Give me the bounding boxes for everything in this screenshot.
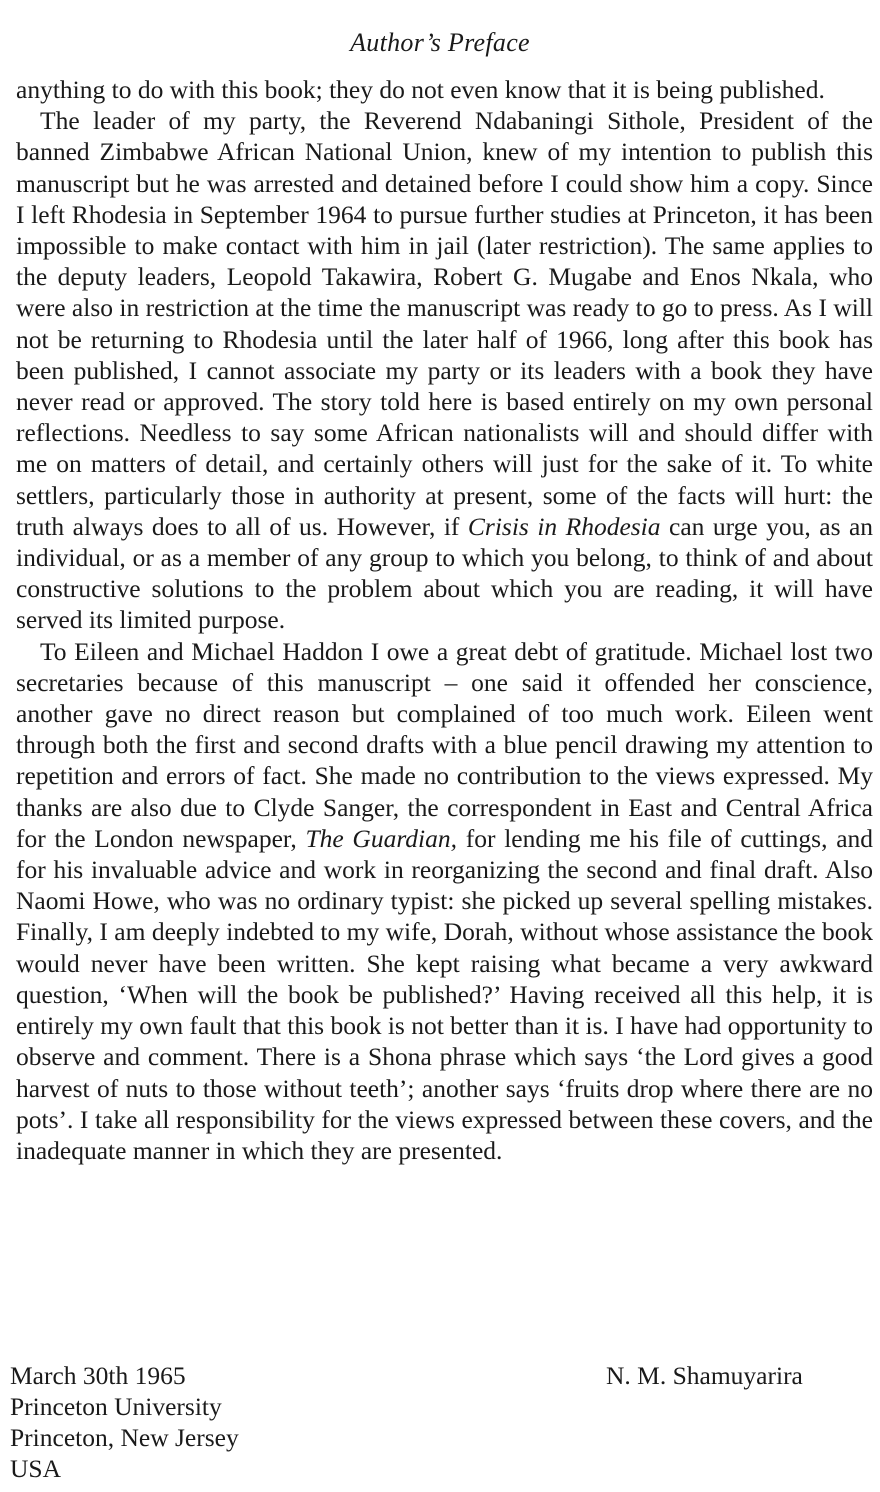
paragraph-acknowledgements [16, 636, 873, 1166]
paragraph-continuation [16, 74, 873, 105]
paragraph-2-text-a: The leader of my party, the Reverend Ndabaningi Sithole, President of the banned Zimbabwe African National Union, knew of my intention to publish this manuscript but he was arrested and detained before I could show him a copy. Since I left Rhodesia in September 1964 to pursue further studies at Princeton, it has been impossible to make contact with him in jail (later restriction). The same applies to the deputy leaders, Leopold Takawira, Robert G. Mugabe and Enos Nkala, who were also in restriction at the time the manuscript was ready to go to press. As I will not be returning to Rhodesia until the later half of 1966, long after this book has been published, I cannot associate my party or its leaders with a book they have never read or approved. The story told here is based entirely on my own personal reflections. Needless to say some African nationalists will and should differ with me on matters of detail, and certainly others will just for the sake of it. To white settlers, particularly those in authority at present, some of the facts will hurt: the truth always does to all of us. However, if [16, 106, 873, 541]
running-title: Author’s Preface [350, 28, 530, 57]
signoff-place-2: Princeton, New Jersey [10, 1423, 239, 1452]
paragraph-3-text-b: for lending me his file of cuttings, and for his invaluable advice and work in reorganizing the second and final draft. Also Naomi Howe, who was no ordinary typist: she picked up several spelling mistakes. Finally, I am deeply indebted to my wife, Dorah, without whose assistance the book would never have been written. She kept raising what became a very awkward question, ‘When will the book be published?’ Having received all this help, it is entirely my own fault that this book is not better than it is. I have had opportunity to observe and comment. There is a Shona phrase which says ‘the Lord gives a good harvest of nuts to those without teeth’; another says ‘fruits drop where there are no pots’. I take all responsibility for the views expressed between these covers, and the inadequate manner in which they are presented. [16, 823, 874, 1165]
preface-body [16, 74, 873, 1166]
author-name: N. M. Shamuyarira [606, 1361, 803, 1390]
paragraph-party-leaders [16, 105, 873, 635]
book-title: Crisis in Rhodesia [467, 511, 661, 541]
newspaper-title: The Guardian, [305, 823, 458, 853]
signoff-place-1: Princeton University [10, 1392, 222, 1421]
signoff-place-3: USA [10, 1454, 62, 1483]
paragraph-1-text: anything to do with this book; they do not even know that it is being published. [16, 75, 825, 104]
paragraph-2-text-b: can urge you, as an individual, or as a member of any group to which you belong, to think of and about constructive solutions to the problem about which you are reading, it will have served its limited purpose. [16, 511, 874, 635]
paragraph-3-text-a: To Eileen and Michael Haddon I owe a great debt of gratitude. Michael lost two secretaries because of this manuscript – one said it offended her conscience, another gave no direct reason but complained of too much work. Eileen went through both the first and second drafts with a blue pencil drawing my attention to repetition and errors of fact. She made no contribution to the views expressed. My thanks are also due to Clyde Sanger, the correspondent in East and Central Africa for the London newspaper, [16, 636, 873, 853]
signoff-date: March 30th 1965 [10, 1361, 186, 1390]
